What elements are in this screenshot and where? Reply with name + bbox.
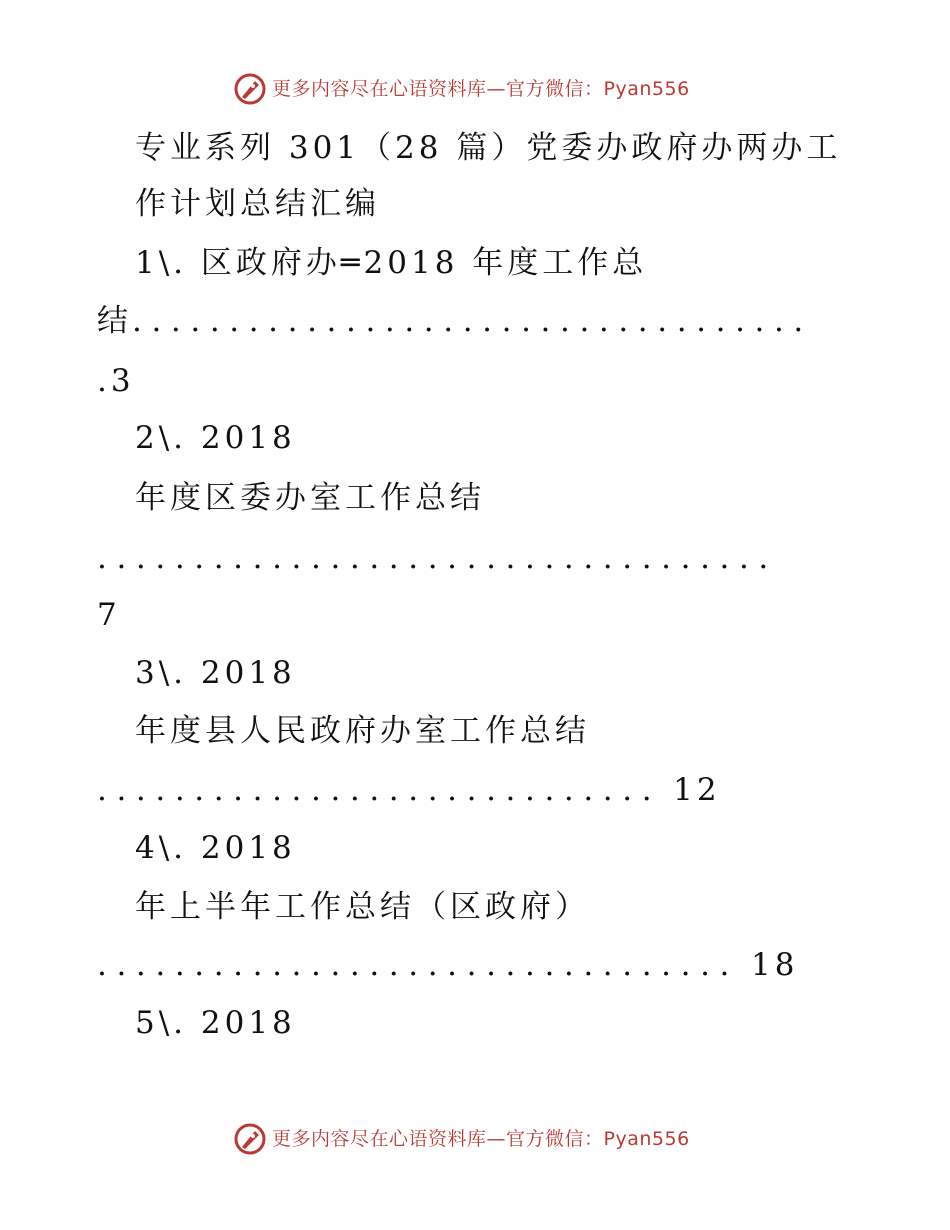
pen-nib-logo-icon — [233, 1122, 267, 1156]
toc-entry-3-page-number: 12 — [673, 772, 721, 808]
toc-entry-2-page-number: 7 — [97, 597, 121, 633]
toc-entry-3-continuation: 年度县人民政府办室工作总结 — [135, 713, 590, 749]
toc-entry-3-title: 3\. 2018 — [135, 655, 296, 691]
footer-banner — [0, 1120, 950, 1160]
toc-entry-1-dot-tail: . — [97, 363, 111, 399]
banner-text: 更多内容尽在心语资料库—官方微信：Pyan556 — [272, 78, 690, 100]
toc-entry-1-title: 1\. 区政府办═2018 年度工作总 — [135, 245, 648, 281]
toc-entry-2-continuation: 年度区委办室工作总结 — [135, 480, 485, 516]
header-banner — [0, 70, 950, 110]
banner-text: 更多内容尽在心语资料库—官方微信：Pyan556 — [272, 1128, 690, 1150]
toc-entry-1-page-line — [97, 363, 135, 399]
toc-entry-1-leader-dots: ................................... — [132, 303, 813, 339]
toc-entry-3-leader-line — [97, 772, 721, 808]
toc-entry-4-leader-dots: ................................. — [97, 947, 739, 983]
document-title-line-2: 作计划总结汇编 — [135, 186, 380, 222]
document-title-line-1: 专业系列 301（28 篇）党委办政府办两办工 — [135, 130, 842, 166]
toc-entry-5-title: 5\. 2018 — [135, 1005, 296, 1041]
toc-entry-4-continuation: 年上半年工作总结（区政府） — [135, 889, 590, 925]
toc-entry-3-leader-dots: ............................. — [97, 772, 662, 808]
toc-entry-1-cont-text: 结 — [97, 303, 132, 339]
toc-entry-2-title: 2\. 2018 — [135, 420, 296, 456]
toc-entry-1-page-number: 3 — [110, 363, 135, 399]
pen-nib-logo-icon — [233, 72, 267, 106]
toc-entry-1-continuation — [97, 303, 813, 339]
toc-entry-2-leader-dots: ................................... — [97, 540, 778, 576]
toc-entry-4-leader-line — [97, 947, 798, 983]
toc-entry-4-page-number: 18 — [750, 947, 799, 983]
toc-entry-4-title: 4\. 2018 — [135, 830, 296, 866]
